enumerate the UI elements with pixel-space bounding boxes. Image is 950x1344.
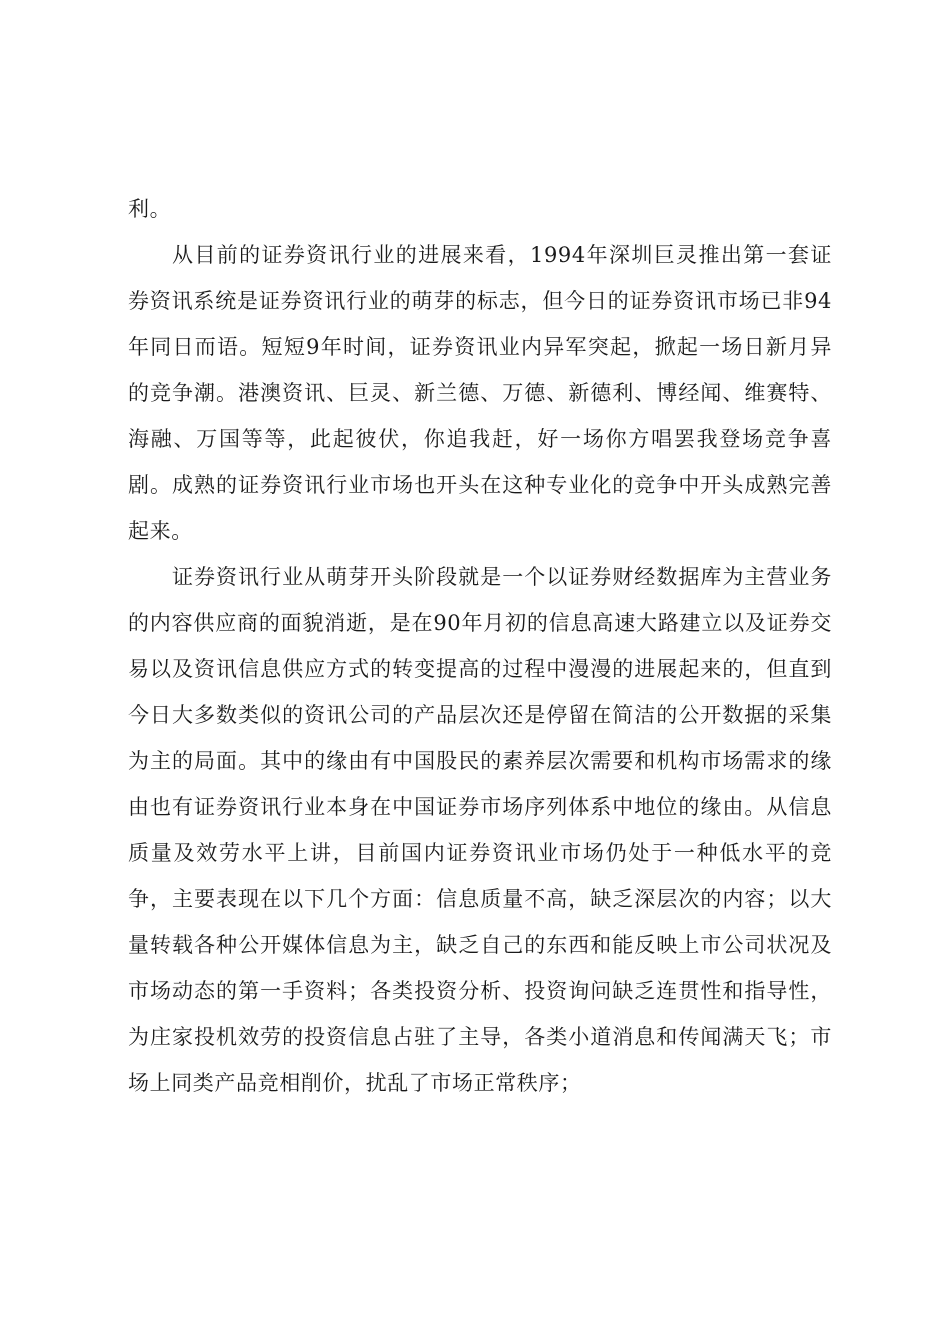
paragraph-industry-development: 从目前的证券资讯行业的进展来看，1994年深圳巨灵推出第一套证券资讯系统是证券资讯行业的萌芽的标志，但今日的证券资讯市场已非94年同日而语。短短9年时间，证券资讯业内异军突起，掀起一场日新月异的竞争潮。港澳资讯、巨灵、新兰德、万德、新德利、博经闻、维赛特、海融、万国等等，此起彼伏，你追我赶，好一场你方唱罢我登场竞争喜剧。成熟的证券资讯行业市场也开头在这种专业化的竞争中开头成熟完善起来。 (128, 243, 832, 543)
paragraph-continuation: 利。 (128, 197, 172, 221)
paragraph-industry-problems: 证券资讯行业从萌芽开头阶段就是一个以证券财经数据库为主营业务的内容供应商的面貌消逝，是在90年月初的信息高速大路建立以及证券交易以及资讯信息供应方式的转变提高的过程中漫漫的进展起来的，但直到今日大多数类似的资讯公司的产品层次还是停留在简洁的公开数据的采集为主的局面。其中的缘由有中国股民的素养层次需要和机构市场需求的缘由也有证券资讯行业本身在中国证券市场序列体系中地位的缘由。从信息质量及效劳水平上讲，目前国内证券资讯业市场仍处于一种低水平的竞争，主要表现在以下几个方面：信息质量不高，缺乏深层次的内容；以大量转载各种公开媒体信息为主，缺乏自己的东西和能反映上市公司状况及市场动态的第一手资料；各类投资分析、投资询问缺乏连贯性和指导性，为庄家投机效劳的投资信息占驻了主导，各类小道消息和传闻满天飞；市场上同类产品竞相削价，扰乱了市场正常秩序； (128, 565, 832, 1095)
document-body (128, 186, 832, 1106)
